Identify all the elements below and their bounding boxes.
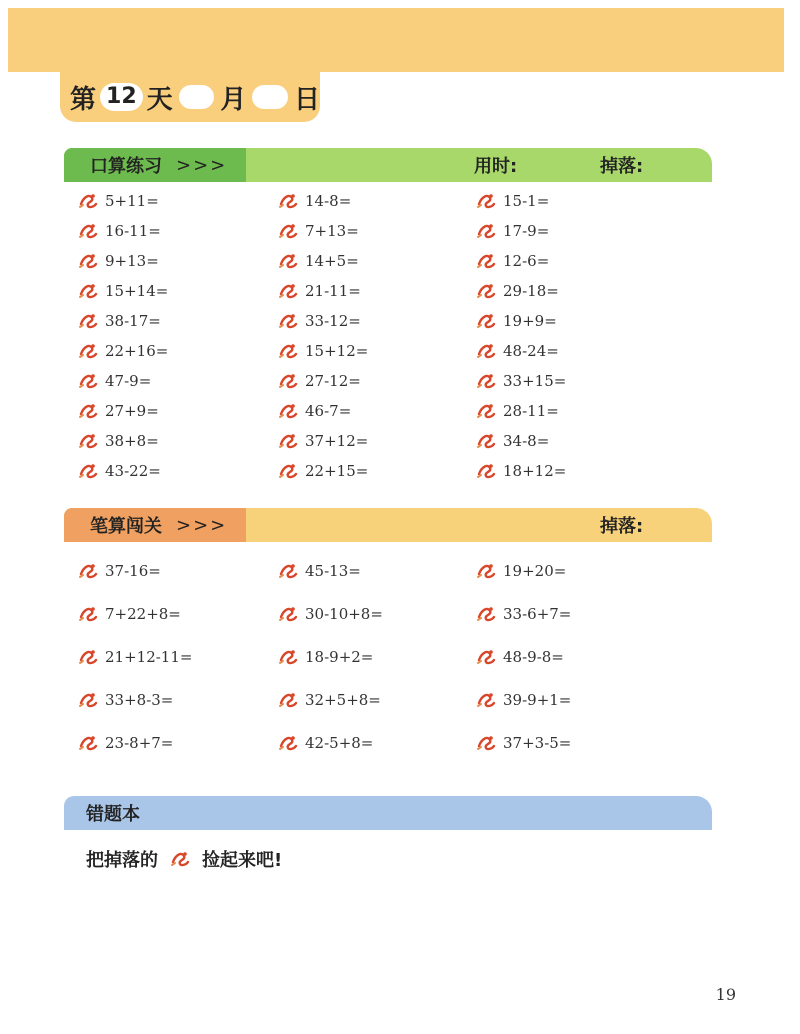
problem-text: 18+12= bbox=[503, 462, 567, 480]
dragon-icon bbox=[476, 691, 498, 709]
date-blank[interactable] bbox=[252, 85, 288, 109]
problem-text: 48-24= bbox=[503, 342, 559, 360]
oral-problem bbox=[476, 312, 557, 330]
oral-problem bbox=[278, 462, 368, 480]
dragon-icon bbox=[278, 562, 300, 580]
oral-title: 口算练习 bbox=[90, 156, 162, 177]
oral-problem bbox=[476, 282, 559, 300]
written-problem bbox=[78, 605, 181, 623]
written-problem bbox=[476, 605, 571, 623]
oral-problem bbox=[476, 222, 549, 240]
dragon-icon bbox=[476, 312, 498, 330]
oral-problem bbox=[78, 192, 159, 210]
oral-problem bbox=[476, 402, 559, 420]
problem-text: 14+5= bbox=[305, 252, 359, 270]
day-prefix: 第 bbox=[70, 84, 97, 115]
problem-text: 33-12= bbox=[305, 312, 361, 330]
problem-text: 22+15= bbox=[305, 462, 369, 480]
problem-text: 5+11= bbox=[105, 192, 159, 210]
written-dropped-label: 掉落: bbox=[600, 516, 644, 537]
problem-text: 37-16= bbox=[105, 562, 161, 580]
written-problem bbox=[78, 562, 161, 580]
problem-text: 29-18= bbox=[503, 282, 559, 300]
oral-problem bbox=[78, 402, 159, 420]
dragon-icon bbox=[476, 562, 498, 580]
problem-text: 28-11= bbox=[503, 402, 559, 420]
problem-text: 33+15= bbox=[503, 372, 567, 390]
problem-text: 32+5+8= bbox=[305, 691, 381, 709]
day-header bbox=[60, 72, 320, 122]
mistakes-prompt bbox=[86, 846, 282, 872]
dragon-icon bbox=[476, 372, 498, 390]
problem-text: 42-5+8= bbox=[305, 734, 374, 752]
problem-text: 18-9+2= bbox=[305, 648, 374, 666]
oral-problem bbox=[278, 282, 361, 300]
oral-section-tab bbox=[64, 148, 246, 182]
written-problem bbox=[476, 734, 571, 752]
date-label: 日 bbox=[293, 84, 320, 115]
problem-text: 15+14= bbox=[105, 282, 169, 300]
dragon-icon bbox=[476, 648, 498, 666]
oral-problem bbox=[278, 192, 351, 210]
dragon-icon bbox=[278, 252, 300, 270]
dragon-icon bbox=[278, 282, 300, 300]
oral-problem bbox=[476, 252, 549, 270]
dragon-icon bbox=[278, 192, 300, 210]
written-problem bbox=[278, 562, 361, 580]
problem-text: 27+9= bbox=[105, 402, 159, 420]
oral-problem bbox=[78, 462, 161, 480]
problem-text: 7+13= bbox=[305, 222, 359, 240]
written-problem bbox=[278, 691, 381, 709]
problem-text: 43-22= bbox=[105, 462, 161, 480]
oral-problem bbox=[78, 222, 161, 240]
dragon-icon bbox=[278, 605, 300, 623]
oral-problem bbox=[278, 222, 359, 240]
problem-text: 27-12= bbox=[305, 372, 361, 390]
dragon-icon bbox=[278, 342, 300, 360]
dragon-icon bbox=[78, 562, 100, 580]
oral-problem bbox=[278, 342, 368, 360]
written-section-tab bbox=[64, 508, 246, 542]
dragon-icon bbox=[78, 734, 100, 752]
mistakes-title: 错题本 bbox=[86, 804, 140, 825]
written-problem bbox=[476, 691, 571, 709]
written-problem bbox=[476, 562, 566, 580]
oral-problem bbox=[78, 342, 168, 360]
problem-text: 37+3-5= bbox=[503, 734, 572, 752]
dragon-icon bbox=[476, 462, 498, 480]
mistakes-prompt-before: 把掉落的 bbox=[86, 850, 158, 871]
dragon-icon bbox=[78, 252, 100, 270]
dragon-icon bbox=[476, 252, 498, 270]
dragon-icon bbox=[476, 402, 498, 420]
problem-text: 39-9+1= bbox=[503, 691, 572, 709]
month-blank[interactable] bbox=[179, 85, 215, 109]
oral-problem bbox=[476, 192, 549, 210]
dragon-icon bbox=[78, 432, 100, 450]
oral-problem bbox=[278, 312, 361, 330]
dragon-icon bbox=[278, 462, 300, 480]
oral-problem bbox=[78, 312, 161, 330]
problem-text: 33-6+7= bbox=[503, 605, 572, 623]
written-problem bbox=[78, 648, 192, 666]
oral-problem bbox=[476, 432, 549, 450]
dragon-icon bbox=[78, 312, 100, 330]
written-problem bbox=[78, 691, 173, 709]
dragon-icon bbox=[278, 222, 300, 240]
problem-text: 7+22+8= bbox=[105, 605, 181, 623]
dragon-icon bbox=[78, 648, 100, 666]
dragon-icon bbox=[78, 402, 100, 420]
day-number: 12 bbox=[100, 83, 143, 111]
oral-dropped-label: 掉落: bbox=[600, 156, 644, 177]
dragon-icon bbox=[476, 432, 498, 450]
problem-text: 21+12-11= bbox=[105, 648, 193, 666]
dragon-icon bbox=[476, 222, 498, 240]
oral-problem bbox=[78, 372, 151, 390]
top-band bbox=[8, 8, 784, 72]
oral-problem bbox=[476, 342, 559, 360]
mistakes-prompt-after: 捡起来吧! bbox=[202, 850, 283, 871]
dragon-icon bbox=[476, 605, 498, 623]
problem-text: 37+12= bbox=[305, 432, 369, 450]
written-problem bbox=[278, 648, 373, 666]
dragon-icon bbox=[278, 402, 300, 420]
written-title: 笔算闯关 bbox=[90, 516, 162, 537]
dragon-icon bbox=[476, 342, 498, 360]
problem-text: 33+8-3= bbox=[105, 691, 174, 709]
oral-problem bbox=[278, 402, 351, 420]
page-number: 19 bbox=[715, 985, 736, 1004]
problem-text: 38+8= bbox=[105, 432, 159, 450]
oral-problem bbox=[78, 432, 159, 450]
dragon-icon bbox=[78, 691, 100, 709]
mistakes-section-tab bbox=[64, 796, 140, 830]
oral-problem bbox=[78, 252, 159, 270]
problem-text: 17-9= bbox=[503, 222, 550, 240]
oral-arrows: >>> bbox=[176, 154, 228, 176]
oral-problem bbox=[278, 432, 368, 450]
written-problem bbox=[278, 734, 373, 752]
written-problem bbox=[476, 648, 564, 666]
dragon-icon bbox=[78, 222, 100, 240]
problem-text: 9+13= bbox=[105, 252, 159, 270]
dragon-icon bbox=[278, 648, 300, 666]
problem-text: 38-17= bbox=[105, 312, 161, 330]
dragon-icon bbox=[476, 282, 498, 300]
oral-problem bbox=[78, 282, 168, 300]
oral-problem bbox=[476, 372, 566, 390]
problem-text: 48-9-8= bbox=[503, 648, 564, 666]
problem-text: 47-9= bbox=[105, 372, 152, 390]
problem-text: 12-6= bbox=[503, 252, 550, 270]
problem-text: 16-11= bbox=[105, 222, 161, 240]
dragon-icon bbox=[78, 462, 100, 480]
oral-problem bbox=[278, 372, 361, 390]
problem-text: 15-1= bbox=[503, 192, 550, 210]
dragon-icon bbox=[278, 734, 300, 752]
dragon-icon bbox=[278, 312, 300, 330]
problem-text: 19+9= bbox=[503, 312, 557, 330]
mistakes-section-bar bbox=[64, 796, 712, 830]
written-problem bbox=[278, 605, 383, 623]
problem-text: 19+20= bbox=[503, 562, 567, 580]
problem-text: 21-11= bbox=[305, 282, 361, 300]
oral-problem bbox=[278, 252, 359, 270]
problem-text: 22+16= bbox=[105, 342, 169, 360]
dragon-icon bbox=[78, 192, 100, 210]
day-suffix: 天 bbox=[146, 84, 173, 115]
dragon-icon bbox=[476, 192, 498, 210]
dragon-icon bbox=[170, 850, 192, 868]
written-problem bbox=[78, 734, 173, 752]
dragon-icon bbox=[278, 432, 300, 450]
dragon-icon bbox=[476, 734, 498, 752]
dragon-icon bbox=[278, 691, 300, 709]
problem-text: 23-8+7= bbox=[105, 734, 174, 752]
dragon-icon bbox=[78, 605, 100, 623]
problem-text: 30-10+8= bbox=[305, 605, 383, 623]
problem-text: 45-13= bbox=[305, 562, 361, 580]
oral-problem bbox=[476, 462, 566, 480]
dragon-icon bbox=[78, 372, 100, 390]
dragon-icon bbox=[78, 342, 100, 360]
problem-text: 14-8= bbox=[305, 192, 352, 210]
dragon-icon bbox=[278, 372, 300, 390]
dragon-icon bbox=[78, 282, 100, 300]
problem-text: 46-7= bbox=[305, 402, 352, 420]
problem-text: 15+12= bbox=[305, 342, 369, 360]
month-label: 月 bbox=[220, 84, 247, 115]
written-arrows: >>> bbox=[176, 514, 228, 536]
problem-text: 34-8= bbox=[503, 432, 550, 450]
oral-time-label: 用时: bbox=[474, 156, 518, 177]
